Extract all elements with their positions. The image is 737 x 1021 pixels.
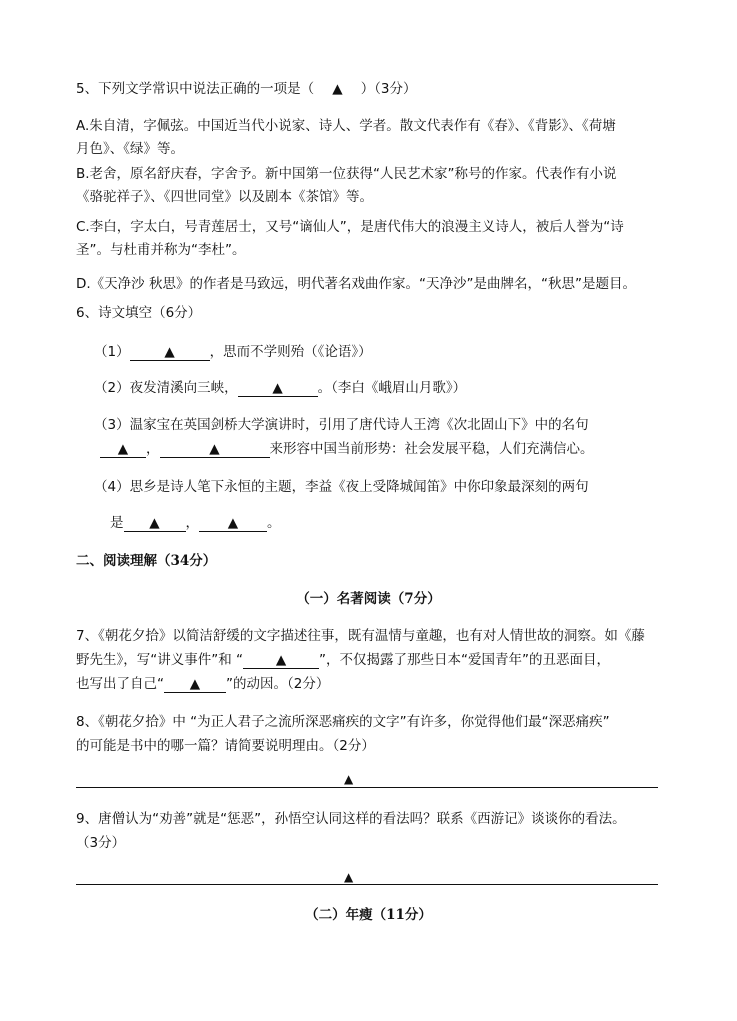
q9-line2: （3分）	[76, 835, 126, 851]
q7-line2: 野先生》，写“讲义事件”和 “ ▲ ”，不仅揭露了那些日本“爱国青年”的丑恶面目，	[76, 652, 611, 668]
q5-option-b-line2: 《骆驼祥子》、《四世同堂》以及剧本《茶馆》等。	[76, 189, 373, 205]
q6-sentence-4-line2: 是 ▲ ， ▲ 。	[110, 515, 281, 531]
q5-option-a-line1: A.朱自清，字佩弦。中国近当代小说家、诗人、学者。散文代表作有《春》、《背影》、《荷塘	[76, 118, 616, 134]
fill-blank[interactable]: ▲	[199, 515, 267, 532]
q7-line1: 7、《朝花夕拾》以简洁舒缓的文字描述往事，既有温情与童趣，也有对人情世故的洞察。如《藤	[76, 628, 645, 644]
subsection-heading: （二）年瘦（11分）	[305, 907, 432, 923]
answer-mark: ▲	[344, 772, 354, 786]
q8-line1: 8、《朝花夕拾》中 “为正人君子之流所深恶痛疾的文字”有许多，你觉得他们最“深恶痛疾”	[76, 714, 610, 730]
section-heading: 二、阅读理解（34分）	[76, 553, 217, 569]
fill-blank[interactable]: ▲	[124, 515, 186, 532]
q6-sentence-2: （2）夜发清溪向三峡， ▲ 。（李白《峨眉山月歌》）	[94, 380, 467, 396]
q6-sentence-3-line1: （3）温家宝在英国剑桥大学演讲时，引用了唐代诗人王湾《次北固山下》中的名句	[94, 417, 589, 433]
answer-line[interactable]	[76, 884, 658, 885]
q6-sentence-3-line2: ▲ ， ▲ 来形容中国当前形势：社会发展平稳，人们充满信心。	[100, 440, 594, 458]
answer-line[interactable]	[76, 787, 658, 788]
fill-blank[interactable]: ▲	[243, 652, 319, 669]
answer-mark: ▲	[344, 870, 354, 884]
q6-sentence-1: （1） ▲ ，思而不学则殆（《论语》）	[94, 344, 372, 360]
q6-sentence-4-line1: （4）思乡是诗人笔下永恒的主题，李益《夜上受降城闻笛》中你印象最深刻的两句	[94, 479, 589, 495]
q5-option-a-line2: 月色》、《绿》等。	[76, 141, 184, 157]
q6-title: 6、诗文填空（6分）	[76, 305, 202, 321]
q7-line3: 也写出了自己“ ▲ ”的动因。（2分）	[76, 676, 330, 692]
fill-blank[interactable]: ▲	[100, 441, 146, 458]
q5-option-b-line1: B.老舍，原名舒庆春，字舍予。新中国第一位获得“人民艺术家”称号的作家。代表作有小说	[76, 166, 617, 182]
q5-option-d: D.《天净沙 秋思》的作者是马致远，明代著名戏曲作家。“天净沙”是曲牌名，“秋思”是题目。	[76, 276, 636, 292]
q5-option-c-line2: 圣”。与杜甫并称为“李杜”。	[76, 242, 246, 258]
answer-mark: ▲	[332, 81, 343, 97]
q5-option-c-line1: C.李白，字太白，号青莲居士，又号“谪仙人”，是唐代伟大的浪漫主义诗人，被后人誉为“诗	[76, 219, 624, 235]
fill-blank[interactable]: ▲	[160, 441, 270, 458]
fill-blank[interactable]: ▲	[130, 344, 210, 361]
subsection-heading: （一）名著阅读（7分）	[296, 591, 441, 607]
q9-line1: 9、唐僧认为“劝善”就是“惩恶”，孙悟空认同这样的看法吗？联系《西游记》谈谈你的看法。	[76, 811, 626, 827]
fill-blank[interactable]: ▲	[164, 676, 226, 693]
fill-blank[interactable]: ▲	[238, 380, 318, 397]
q5-stem: 5、下列文学常识中说法正确的一项是（ ▲ ）（3分）	[76, 81, 417, 97]
q8-line2: 的可能是书中的哪一篇？请简要说明理由。（2分）	[76, 738, 375, 754]
